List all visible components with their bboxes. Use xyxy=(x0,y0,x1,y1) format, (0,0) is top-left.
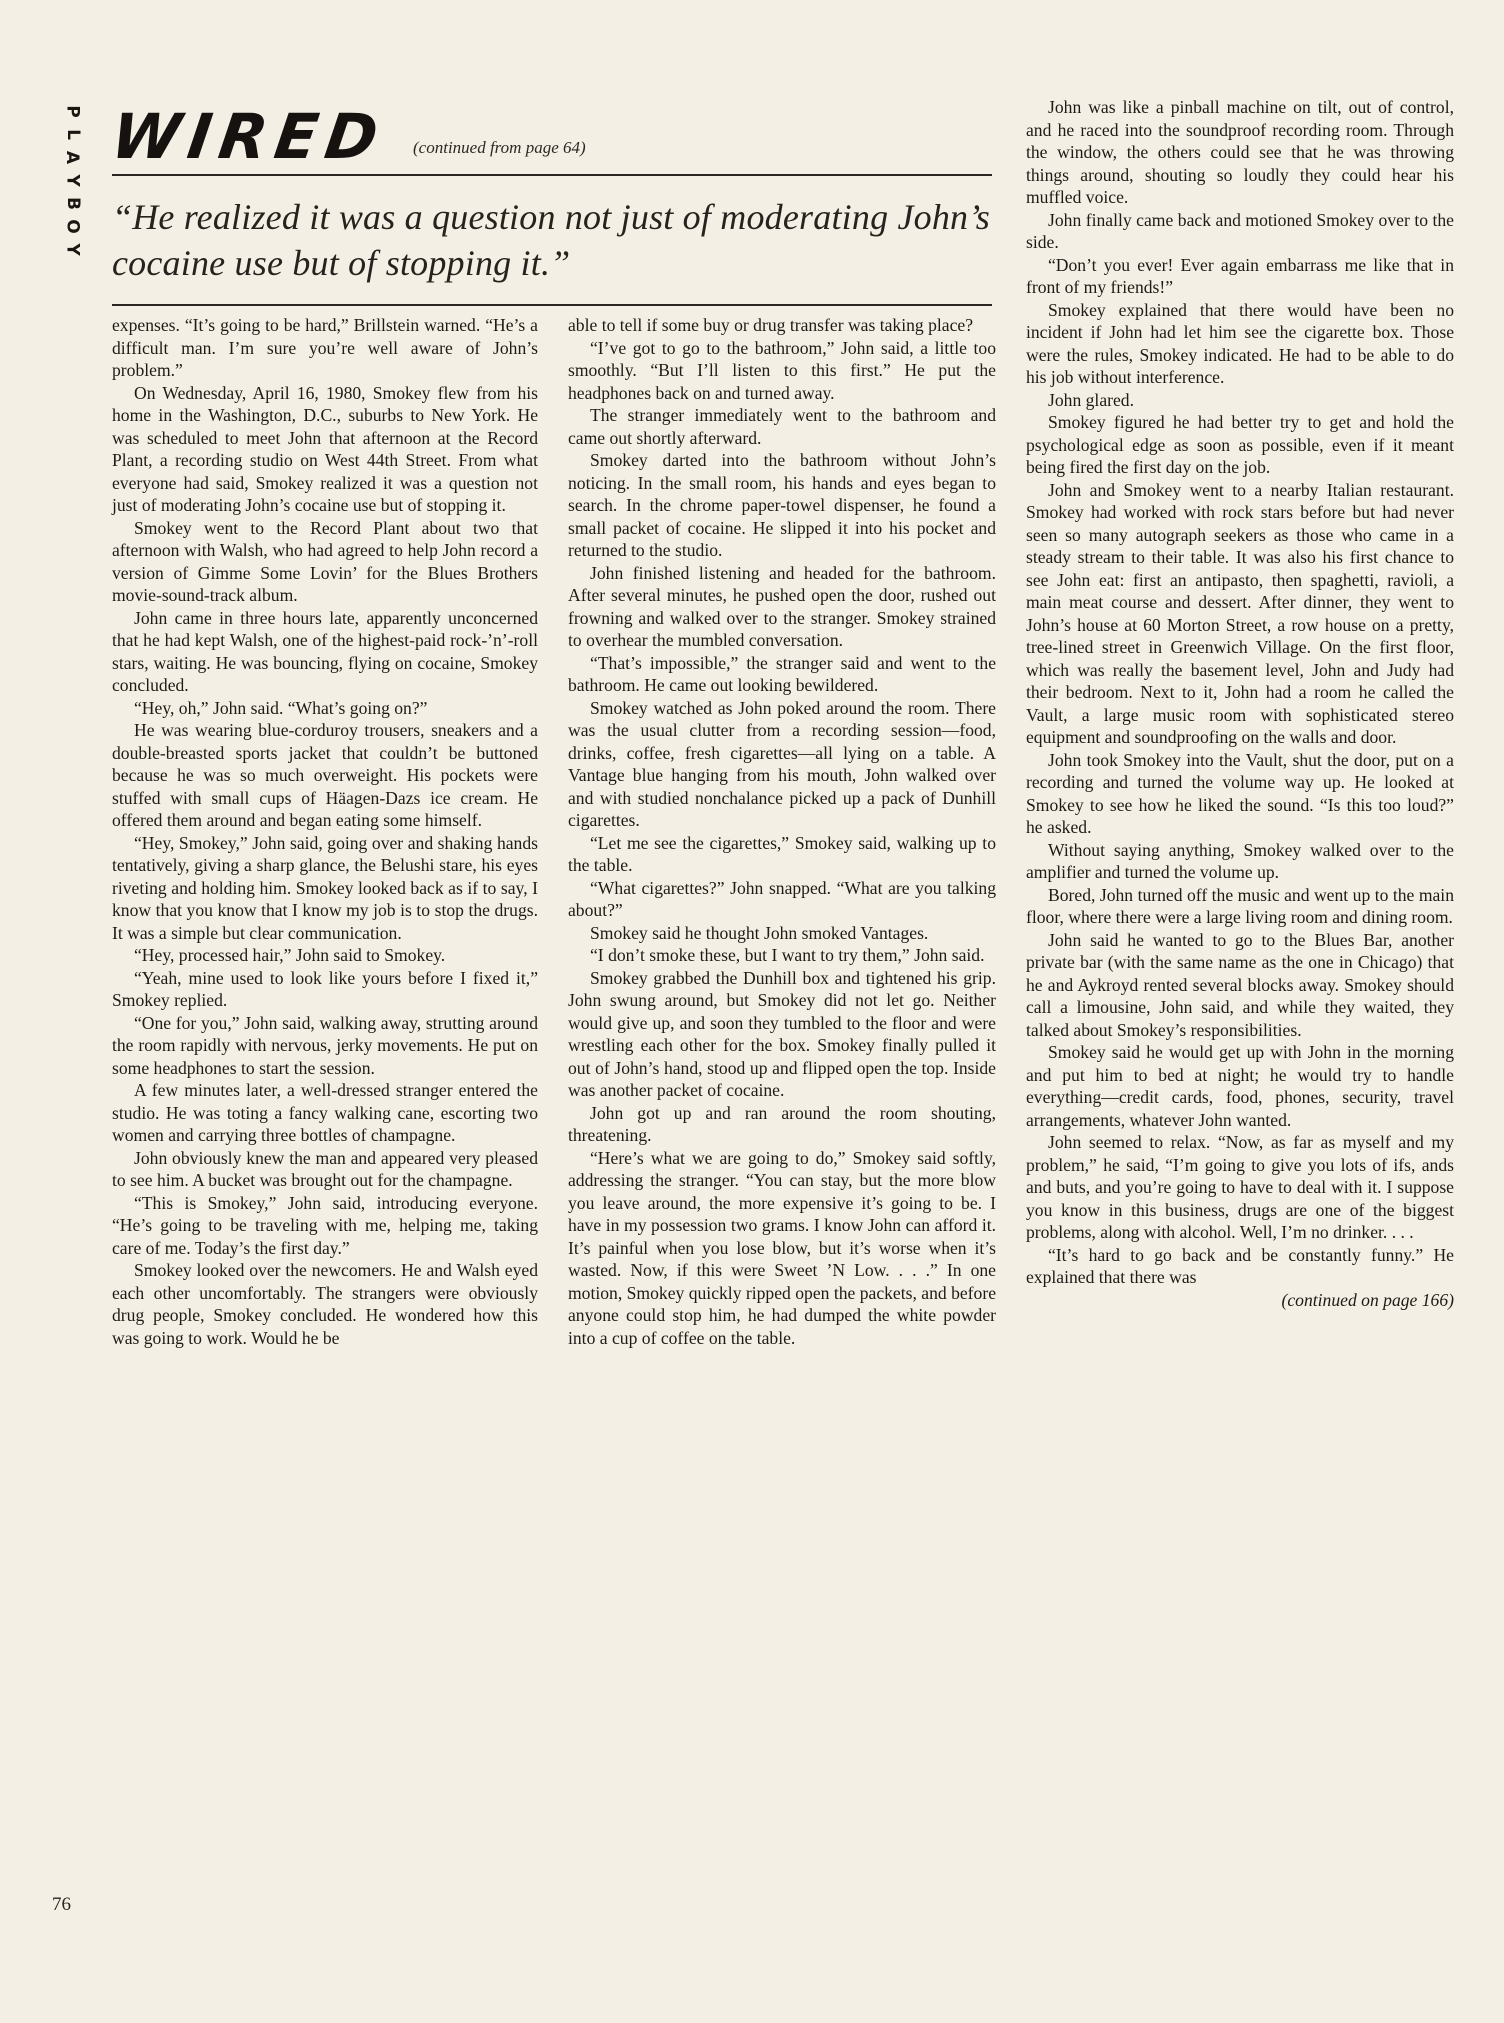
header-rule-bottom xyxy=(112,304,992,306)
article-paragraph: John seemed to relax. “Now, as far as myself and my problem,” he said, “I’m going to give you lots of ifs, ands and buts, and you’re going to have to deal with it. I suppose you know in this business, drugs are one of the biggest problems, along with alcohol. Well, I’m no drinker. . . . xyxy=(1026,1132,1454,1242)
sidebar-logo-letter: B xyxy=(62,197,83,210)
article-paragraph: John glared. xyxy=(1048,389,1134,410)
article-paragraph: “That’s impossible,” the stranger said and went to the bathroom. He came out looking bewildered. xyxy=(568,652,996,695)
article-paragraph: “Hey, Smokey,” John said, going over and shaking hands tentatively, giving a sharp glance, the Belushi stare, his eyes riveting and holding him. Smokey looked back as if to say, I know that you know that I know my job is to stop the drugs. It was a simple but clear communication. xyxy=(112,832,538,943)
pull-quote: “He realized it was a question not just of moderating John’s cocaine use but of stopping it.” xyxy=(112,197,991,283)
article-paragraph: Smokey said he thought John smoked Vantages. xyxy=(590,922,929,943)
article-paragraph: Smokey figured he had better try to get and hold the psychological edge as soon as possible, even if it meant being fired the first day on the job. xyxy=(1026,412,1454,477)
article-paragraph: “Hey, oh,” John said. “What’s going on?” xyxy=(134,697,428,718)
article-paragraph: John came in three hours late, apparently unconcerned that he had kept Walsh, one of the highest-paid rock-’n’-roll stars, waiting. He was bouncing, flying on cocaine, Smokey concluded. xyxy=(112,607,538,695)
continued-on-note: (continued on page 166) xyxy=(1281,1289,1454,1310)
page-number: 76 xyxy=(52,1894,71,1915)
playboy-sidebar-logo xyxy=(60,100,84,261)
article-paragraph: John was like a pinball machine on tilt, out of control, and he raced into the soundproof recording room. Through the window, the others could see that he was throwing things around, shouting so loudly they could hear his muffled voice. xyxy=(1026,97,1454,207)
article-paragraph: “Let me see the cigarettes,” Smokey said, walking up to the table. xyxy=(568,832,996,875)
article-paragraph: Smokey darted into the bathroom without John’s noticing. In the small room, his hands and eyes began to search. In the chrome paper-towel dispenser, he found a small packet of cocaine. He slipped it into his pocket and returned to the studio. xyxy=(568,450,996,560)
article-paragraph: able to tell if some buy or drug transfer was taking place? xyxy=(568,315,974,335)
sidebar-logo-letter: P xyxy=(62,105,83,118)
sidebar-logo-letter: Y xyxy=(62,243,83,256)
article-paragraph: Bored, John turned off the music and went up to the main floor, where there were a large living room and dining room. xyxy=(1026,884,1454,927)
article-paragraph: Smokey grabbed the Dunhill box and tightened his grip. John swung around, but Smokey did not let go. Neither would give up, and soon they tumbled to the floor and were wrestling each other for the box. Smokey finally pulled it out of John’s hand, stood up and flipped open the top. Inside was another packet of cocaine. xyxy=(568,967,996,1100)
sidebar-logo-letter: A xyxy=(62,150,83,165)
article-column-1 xyxy=(112,314,538,1349)
article-paragraph: “Don’t you ever! Ever again embarrass me like that in front of my friends!” xyxy=(1026,254,1454,297)
article-paragraph: “It’s hard to go back and be constantly funny.” He explained that there was xyxy=(1026,1244,1454,1287)
article-paragraph: “What cigarettes?” John snapped. “What are you talking about?” xyxy=(568,877,996,920)
article-paragraph: “I’ve got to go to the bathroom,” John said, a little too smoothly. “But I’ll listen to this first.” He put the headphones back on and turned away. xyxy=(568,337,996,403)
article-paragraph: “This is Smokey,” John said, introducing everyone. “He’s going to be traveling with me, helping me, taking care of me. Today’s the first day.” xyxy=(112,1192,538,1258)
article-header xyxy=(106,96,992,306)
article-paragraph: John said he wanted to go to the Blues Bar, another private bar (with the same name as the one in Chicago) that he and Aykroyd rented several blocks away. Smokey should call a limousine, John said, and while they waited, they talked about Smokey’s responsibilities. xyxy=(1026,929,1454,1040)
article-paragraph: “I don’t smoke these, but I want to try them,” John said. xyxy=(590,945,985,965)
sidebar-logo-letter: O xyxy=(62,219,83,234)
article-column-2 xyxy=(568,314,996,1349)
article-paragraph: John took Smokey into the Vault, shut the door, put on a recording and turned the volume way up. He looked at Smokey to see how he liked the sound. “Is this too loud?” he asked. xyxy=(1026,749,1454,837)
article-paragraph: Smokey looked over the newcomers. He and Walsh eyed each other uncomfortably. The strangers were obviously drug people, Smokey concluded. He wondered how this was going to work. Would he be xyxy=(112,1260,538,1348)
article-paragraph: John obviously knew the man and appeared very pleased to see him. A bucket was brought out for the champagne. xyxy=(112,1147,538,1190)
article-paragraph: “Here’s what we are going to do,” Smokey said softly, addressing the stranger. “You can stay, but the more blow you leave around, the more expensive it’s going to be. I have in my possession two grams. I know John can afford it. It’s painful when you lose blow, but it’s worse when it’s wasted. Now, if this were Sweet ’N Low. . . .” In one motion, Smokey quickly ripped open the packets, and before anyone could stop him, he had dumped the white powder into a cup of coffee on the table. xyxy=(568,1147,997,1348)
article-paragraph: He was wearing blue-corduroy trousers, sneakers and a double-breasted sports jacket that couldn’t be buttoned because he was so much overweight. His pockets were stuffed with small cups of Häagen-Dazs ice cream. He offered them around and began eating some himself. xyxy=(112,720,538,830)
article-paragraph: The stranger immediately went to the bathroom and came out shortly afterward. xyxy=(568,405,996,448)
article-paragraph: John got up and ran around the room shouting, threatening. xyxy=(568,1102,996,1145)
article-paragraph: Without saying anything, Smokey walked over to the amplifier and turned the volume up. xyxy=(1026,839,1454,882)
article-paragraph: “Yeah, mine used to look like yours before I fixed it,” Smokey replied. xyxy=(112,967,538,1010)
article-paragraph: John finished listening and headed for the bathroom. After several minutes, he pushed open the door, rushed out frowning and walked over to the stranger. Smokey strained to overhear the mumbled conversation. xyxy=(568,562,996,650)
header-rule-top xyxy=(112,174,992,176)
sidebar-logo-letter: Y xyxy=(62,174,83,187)
sidebar-logo-letter: L xyxy=(62,129,83,140)
article-paragraph: Smokey explained that there would have been no incident if John had let him see the cigarette box. Those were the rules, Smokey indicated. He had to be able to do his job without interference. xyxy=(1026,299,1454,387)
article-paragraph: On Wednesday, April 16, 1980, Smokey flew from his home in the Washington, D.C., suburbs to New York. He was scheduled to meet John that afternoon at the Record Plant, a recording studio on West 44th Street. From what everyone had said, Smokey realized it was a question not just of moderating John’s cocaine use but of stopping it. xyxy=(112,382,538,515)
article-paragraph: A few minutes later, a well-dressed stranger entered the studio. He was toting a fancy walking cane, escorting two women and carrying three bottles of champagne. xyxy=(112,1080,538,1145)
article-paragraph: Smokey watched as John poked around the room. There was the usual clutter from a recording session—food, drinks, coffee, fresh cigarettes—all lying on a table. A Vantage blue hanging from his mouth, John walked over and with studied nonchalance picked up a pack of Dunhill cigarettes. xyxy=(568,697,996,830)
wired-title: WIRED xyxy=(106,100,391,173)
article-paragraph: “One for you,” John said, walking away, strutting around the room rapidly with nervous, jerky movements. He put on some headphones to start the session. xyxy=(112,1012,538,1078)
continued-from-note: (continued from page 64) xyxy=(413,138,586,157)
article-paragraph: Smokey went to the Record Plant about two that afternoon with Walsh, who had agreed to help John record a version of Gimme Some Lovin’ for the Blues Brothers movie-sound-track album. xyxy=(112,517,538,605)
article-paragraph: John and Smokey went to a nearby Italian restaurant. Smokey had worked with rock stars before but had never seen so many autograph seekers as those who came in a steady stream to their table. It was also his first chance to see John eat: first an antipasto, then spaghetti, ravioli, a main meat course and dessert. After dinner, they went to John’s house at 60 Morton Street, a row house on a pretty, tree-lined street in Greenwich Village. On the first floor, which was really the basement level, John and Judy had their bedroom. Next to it, John had a room he called the Vault, a large music room with sophisticated stereo equipment and soundproofing on the walls and door. xyxy=(1026,479,1454,747)
article-paragraph: Smokey said he would get up with John in the morning and put him to bed at night; he would try to handle everything—credit cards, food, phones, security, travel arrangements, whatever John wanted. xyxy=(1026,1042,1454,1130)
article-paragraph: John finally came back and motioned Smokey over to the side. xyxy=(1026,209,1454,252)
article-column-3 xyxy=(1026,96,1454,1311)
article-paragraph: expenses. “It’s going to be hard,” Brillstein warned. “He’s a difficult man. I’m sure you’re well aware of John’s problem.” xyxy=(112,315,538,380)
article-paragraph: “Hey, processed hair,” John said to Smokey. xyxy=(134,945,446,965)
